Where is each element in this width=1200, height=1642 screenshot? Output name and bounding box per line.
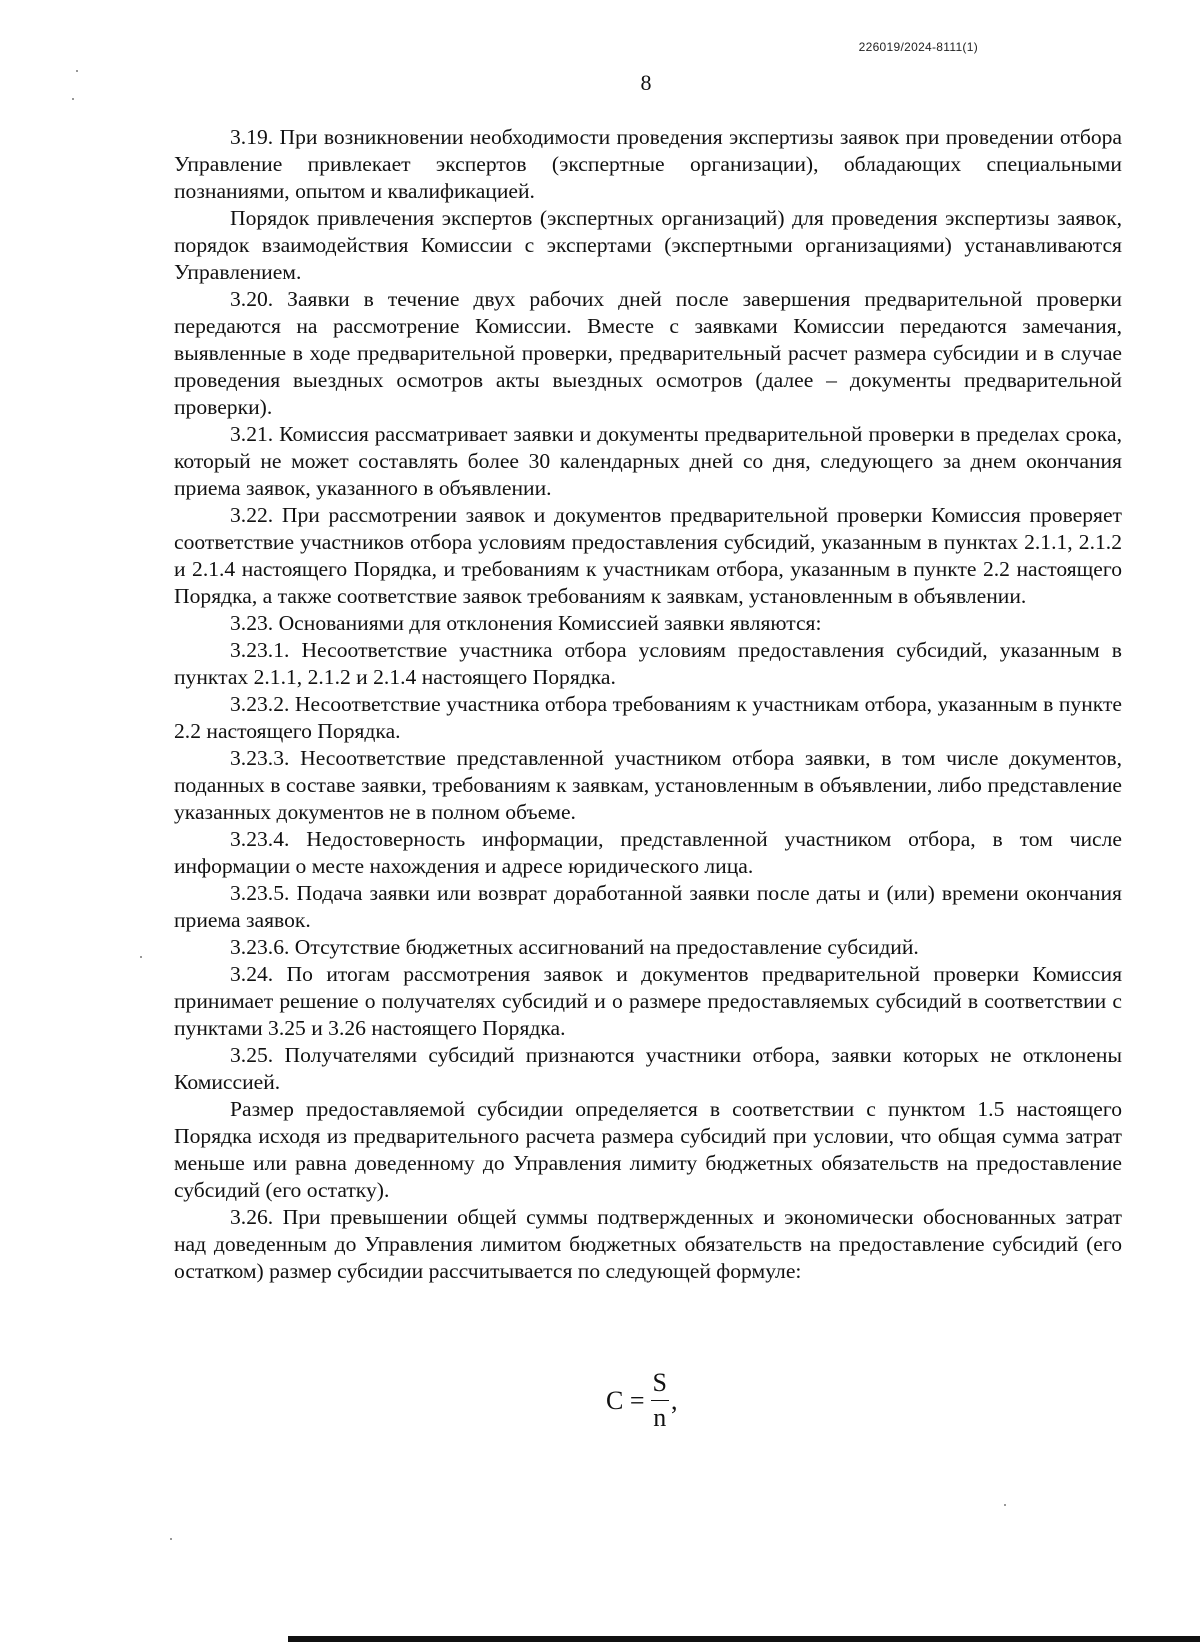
document-id: 226019/2024-8111(1) — [858, 40, 978, 54]
paragraph-3-26: 3.26. При превышении общей суммы подтвержденных и экономически обоснованных затрат над доведенным до Управления лимитом бюджетных обязательств на предоставление субсидий (его остатком) размер субсидии рассчитывается по следующей формуле: — [174, 1205, 1122, 1283]
document-body — [174, 124, 1122, 1285]
formula-numerator: S — [651, 1368, 669, 1401]
subsidy-formula — [606, 1368, 677, 1433]
paragraph-3-19: 3.19. При возникновении необходимости проведения экспертизы заявок при проведении отбора Управление привлекает экспертов (экспертные организации), обладающих специальными познаниями, опытом и квалификацией. — [174, 125, 1122, 203]
paragraph-experts-procedure: Порядок привлечения экспертов (экспертных организаций) для проведения экспертизы заявок, порядок взаимодействия Комиссии с экспертами (экспертными организациями) устанавливаются Управлением. — [174, 206, 1122, 284]
formula-fraction — [651, 1368, 669, 1433]
paragraph-3-23-4: 3.23.4. Недостоверность информации, представленной участником отбора, в том числе информации о месте нахождения и адресе юридического лица. — [174, 827, 1122, 878]
scan-speck — [140, 956, 142, 958]
paragraph-3-23-5: 3.23.5. Подача заявки или возврат доработанной заявки после даты и (или) времени окончания приема заявок. — [174, 881, 1122, 932]
paragraph-3-20: 3.20. Заявки в течение двух рабочих дней после завершения предварительной проверки передаются на рассмотрение Комиссии. Вместе с заявками Комиссии передаются замечания, выявленные в ходе предварительной проверки, предварительный расчет размера субсидии и в случае проведения выездных осмотров акты выездных осмотров (далее – документы предварительной проверки). — [174, 287, 1122, 419]
paragraph-3-24: 3.24. По итогам рассмотрения заявок и документов предварительной проверки Комиссия принимает решение о получателях субсидий и о размере предоставляемых субсидий в соответствии с пунктами 3.25 и 3.26 настоящего Порядка. — [174, 962, 1122, 1040]
scan-speck — [170, 1538, 172, 1540]
formula-lhs: C = — [606, 1385, 645, 1415]
formula-comma: , — [670, 1385, 678, 1415]
paragraph-3-25: 3.25. Получателями субсидий признаются участники отбора, заявки которых не отклонены Комиссией. — [174, 1043, 1122, 1094]
paragraph-subsidy-size: Размер предоставляемой субсидии определяется в соответствии с пунктом 1.5 настоящего Порядка исходя из предварительного расчета размера субсидий при условии, что общая сумма затрат меньше или равна доведенному до Управления лимиту бюджетных обязательств на предоставление субсидий (его остатку). — [174, 1097, 1122, 1202]
scan-bottom-edge — [288, 1636, 1200, 1642]
paragraph-3-23-3: 3.23.3. Несоответствие представленной участником отбора заявки, в том числе документов, поданных в составе заявки, требованиям к заявкам, установленным в объявлении, либо представление указанных документов не в полном объеме. — [174, 746, 1122, 824]
scan-speck — [1004, 1504, 1006, 1506]
paragraph-3-23-2: 3.23.2. Несоответствие участника отбора требованиям к участникам отбора, указанным в пункте 2.2 настоящего Порядка. — [174, 692, 1122, 743]
paragraph-3-23: 3.23. Основаниями для отклонения Комиссией заявки являются: — [230, 611, 822, 635]
paragraph-3-22: 3.22. При рассмотрении заявок и документов предварительной проверки Комиссия проверяет соответствие участников отбора условиям предоставления субсидий, указанным в пунктах 2.1.1, 2.1.2 и 2.1.4 настоящего Порядка, и требованиям к участникам отбора, указанным в пункте 2.2 настоящего Порядка, а также соответствие заявок требованиям к заявкам, установленным в объявлении. — [174, 503, 1122, 608]
scan-speck — [72, 98, 74, 100]
paragraph-3-21: 3.21. Комиссия рассматривает заявки и документы предварительной проверки в пределах срока, который не может составлять более 30 календарных дней со дня, следующего за днем окончания приема заявок, указанного в объявлении. — [174, 422, 1122, 500]
formula-denominator: n — [653, 1403, 667, 1432]
page-number: 8 — [640, 70, 652, 95]
scan-speck — [76, 70, 78, 72]
paragraph-3-23-6: 3.23.6. Отсутствие бюджетных ассигнований на предоставление субсидий. — [230, 935, 919, 959]
paragraph-3-23-1: 3.23.1. Несоответствие участника отбора условиям предоставления субсидий, указанным в пунктах 2.1.1, 2.1.2 и 2.1.4 настоящего Порядка. — [174, 638, 1122, 689]
